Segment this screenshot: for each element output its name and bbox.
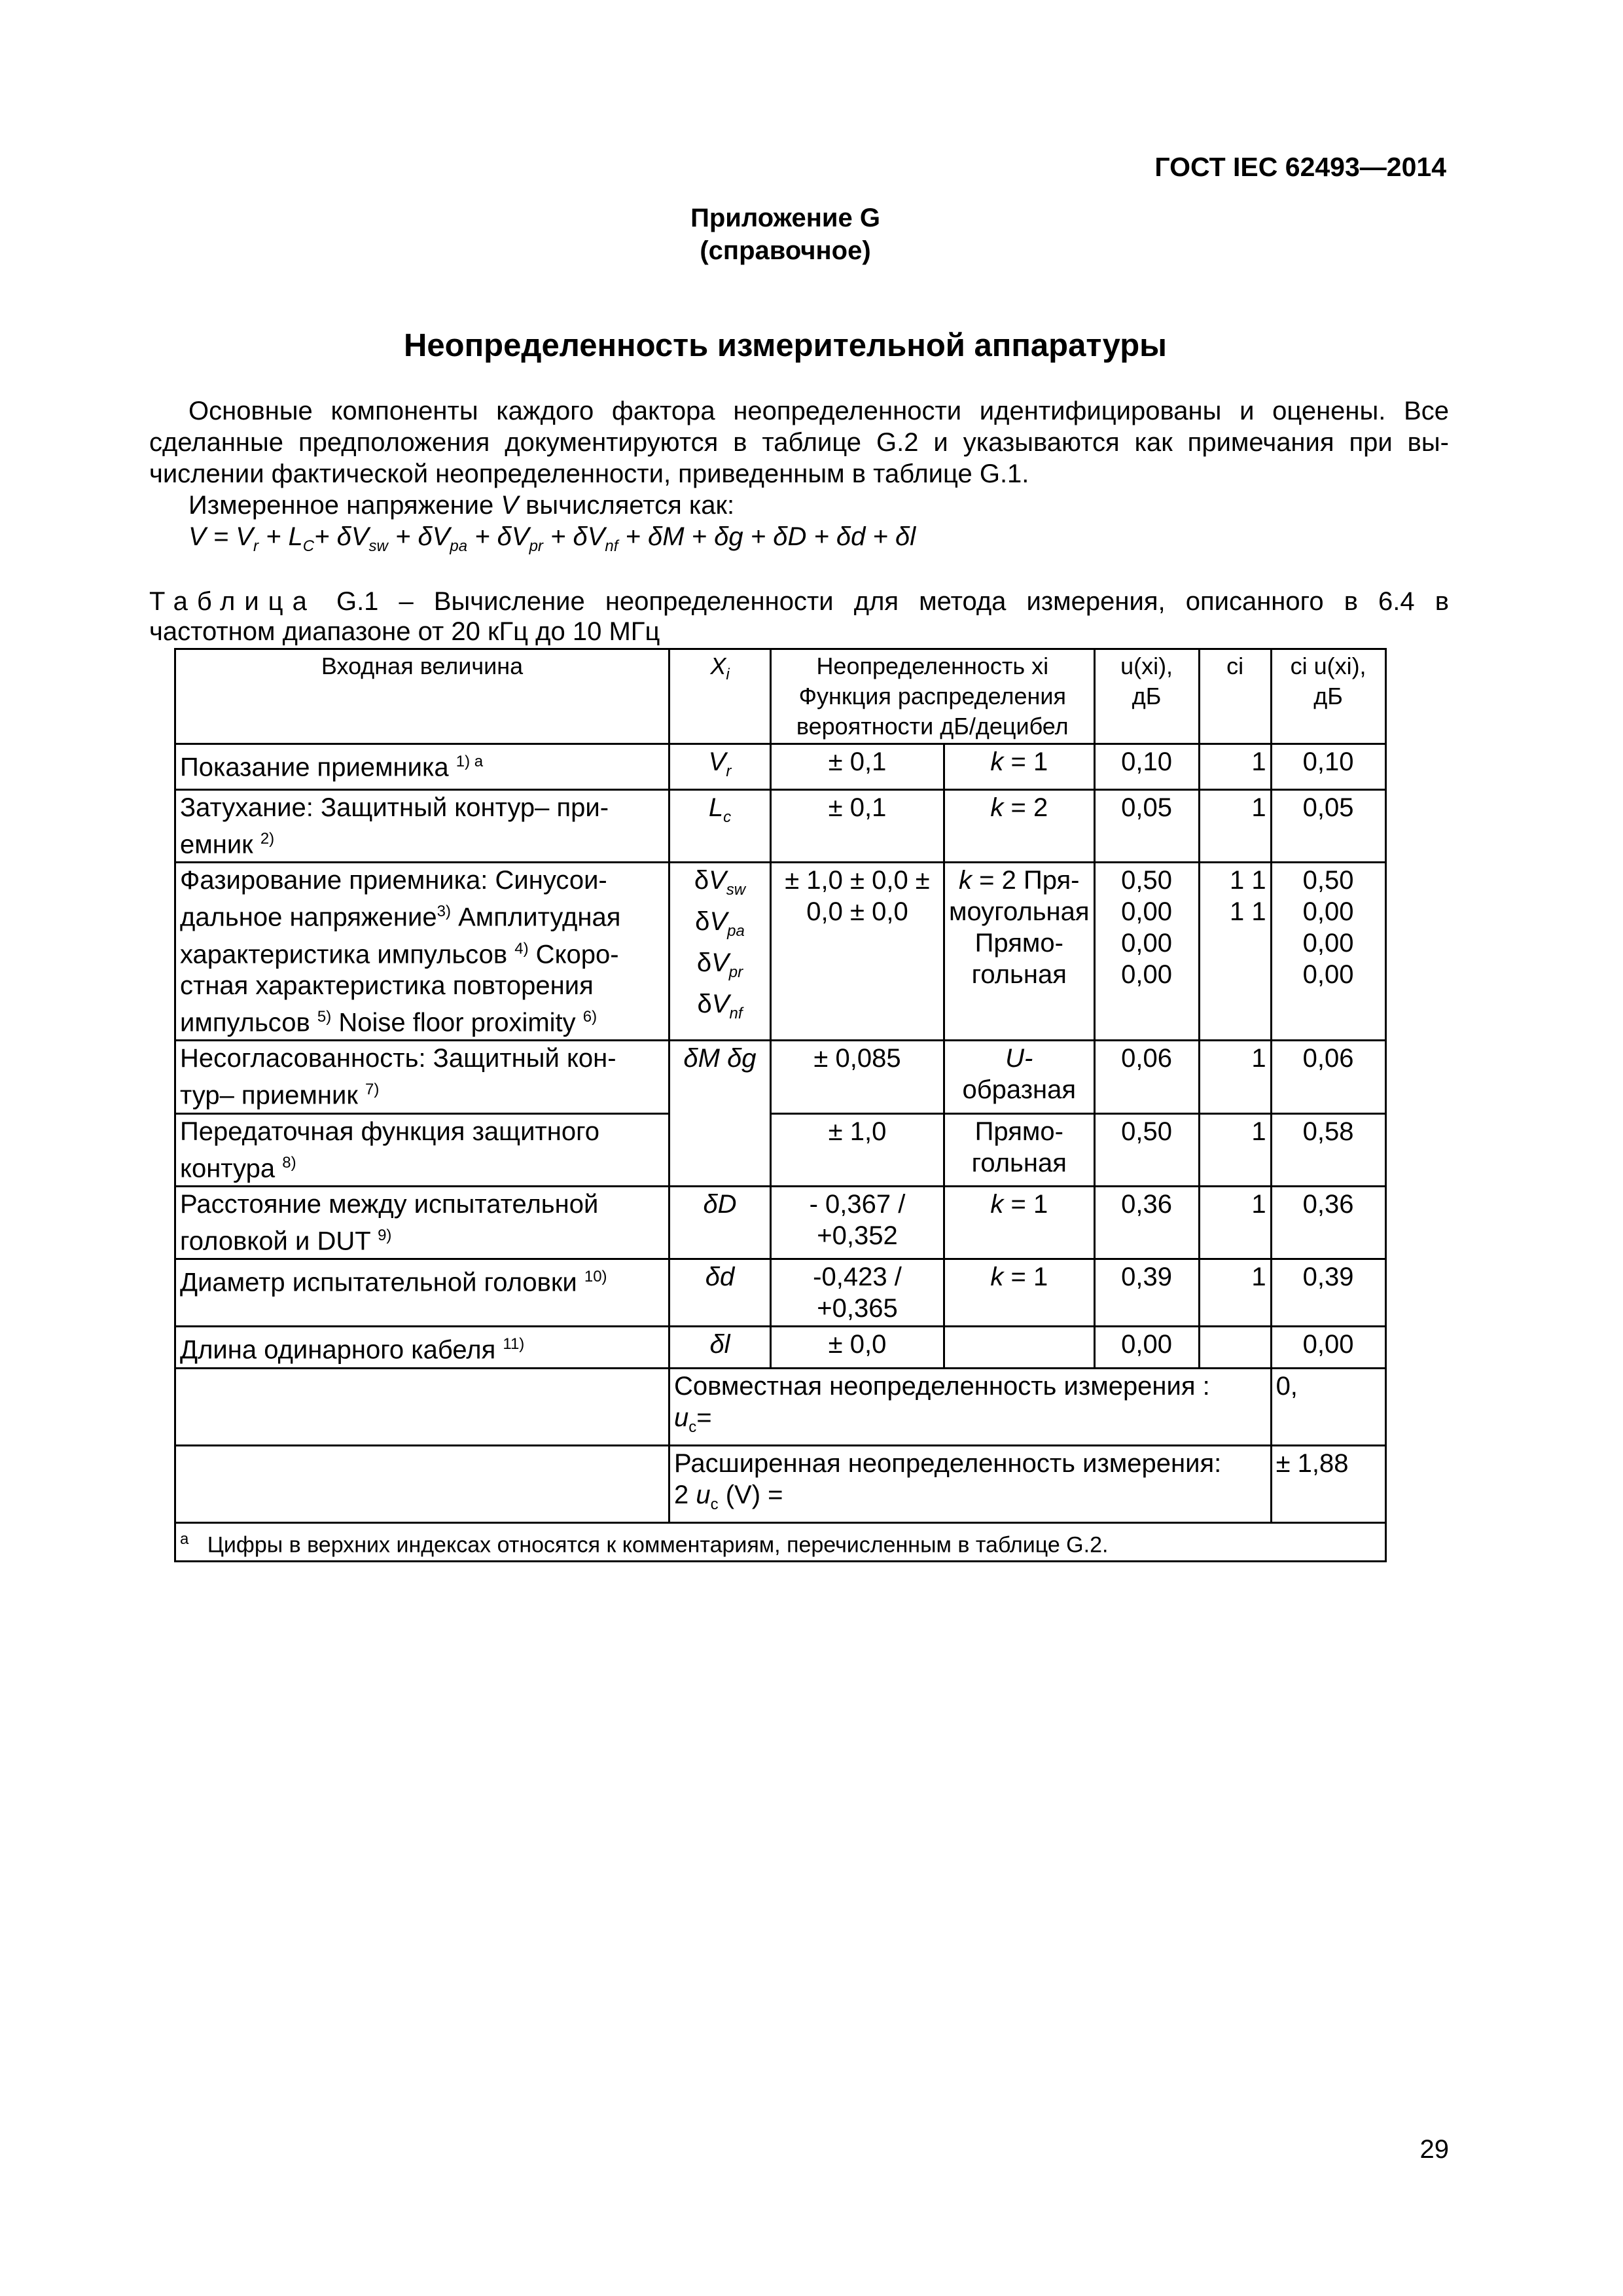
header-ciu: ci u(xi), дБ [1271, 649, 1385, 744]
table-row [175, 1259, 1386, 1327]
row-name: Фазирование приемника: Синусои- дальное напряжение$^{3)}$ Амплитудная характеристика импульсов $^{4)}$ Скоро- стная характеристика повторения импульсов $^{5)}$ Noise floor proximity $^{6)}$ [175, 863, 669, 1041]
row-dist: k = 1 [944, 1259, 1095, 1327]
row-u: 0,50 0,00 0,00 0,00 [1094, 863, 1199, 1041]
row-xi: δD [669, 1186, 771, 1259]
row-name: Затухание: Защитный контур– при- емник $^{2)}$ [175, 790, 669, 863]
uncertainty-table [174, 648, 1387, 1562]
row-ciu: 0,00 [1271, 1327, 1385, 1368]
table-footnote: $^a$ Цифры в верхних индексах относятся к комментариям, перечисленным в таблице G.2. [175, 1522, 1386, 1561]
row-dist: k = 2 [944, 790, 1095, 863]
intro-paragraph [149, 395, 1449, 490]
row-ciu: 0,06 [1271, 1041, 1385, 1113]
row-unc: -0,423 / +0,365 [771, 1259, 944, 1327]
row-xi: $V_r$ [669, 744, 771, 790]
table-row [175, 1327, 1386, 1368]
voltage-intro: Измеренное напряжение V вычисляется как: [188, 491, 735, 520]
expanded-uncertainty-label: Расширенная неопределенность измерения: 2 $u_c$ (V) = [669, 1445, 1272, 1522]
row-u: 0,00 [1094, 1327, 1199, 1368]
caption-line-2: частотном диапазоне от 20 кГц до 10 МГц [149, 617, 660, 646]
table-footnote-row [175, 1522, 1386, 1561]
row-name: Передаточная функция защитного контура $^{8)}$ [175, 1113, 669, 1186]
row-u: 0,36 [1094, 1186, 1199, 1259]
table-row [175, 790, 1386, 863]
row-name: Диаметр испытательной головки $^{10)}$ [175, 1259, 669, 1327]
row-ci [1199, 1327, 1271, 1368]
header-uncertainty: Неопределенность xi Функция распределения вероятности дБ/децибел [771, 649, 1095, 744]
combined-uncertainty-label: Совместная неопределенность измерения : $u_c=$ [669, 1368, 1272, 1445]
row-unc: ± 1,0 ± 0,0 ± 0,0 ± 0,0 [771, 863, 944, 1041]
page-number: 29 [1419, 2135, 1449, 2164]
row-u: 0,50 [1094, 1113, 1199, 1186]
row-xi: $L_c$ [669, 790, 771, 863]
expanded-uncertainty-value: ± 1,88 [1271, 1445, 1385, 1522]
table-header-row [175, 649, 1386, 744]
combined-uncertainty-row [175, 1368, 1386, 1445]
row-unc: ± 0,085 [771, 1041, 944, 1113]
row-name: Несогласованность: Защитный кон- тур– приемник $^{7)}$ [175, 1041, 669, 1113]
table-row [175, 1186, 1386, 1259]
row-name: Расстояние между испытательной головкой и DUT $^{9)}$ [175, 1186, 669, 1259]
row-ciu: 0,58 [1271, 1113, 1385, 1186]
row-u: 0,06 [1094, 1041, 1199, 1113]
row-u: 0,05 [1094, 790, 1199, 863]
row-dist: k = 2 Пря- моугольная Прямо- гольная [944, 863, 1095, 1041]
row-u: 0,39 [1094, 1259, 1199, 1327]
combined-uncertainty-value: 0, [1271, 1368, 1385, 1445]
row-ciu: 0,50 0,00 0,00 0,00 [1271, 863, 1385, 1041]
row-ci: 1 [1199, 790, 1271, 863]
row-unc: ± 0,1 [771, 744, 944, 790]
row-unc: ± 0,0 [771, 1327, 944, 1368]
row-xi: δd [669, 1259, 771, 1327]
row-dist: k = 1 [944, 1186, 1095, 1259]
row-name: Показание приемника $^{1) a}$ [175, 744, 669, 790]
row-dist: U- образная [944, 1041, 1095, 1113]
empty-cell [175, 1368, 669, 1445]
header-ci: ci [1199, 649, 1271, 744]
row-xi: $\delta V_{sw}$ $\delta V_{pa}$ $\delta V_{pr}$ $\delta V_{nf}$ [669, 863, 771, 1041]
appendix-heading [524, 202, 1047, 267]
intro-line-2: сделанные предположения документируются в таблице G.2 и указываются как примечания при вы- [149, 428, 1449, 457]
row-name: Длина одинарного кабеля $^{11)}$ [175, 1327, 669, 1368]
voltage-formula: $V = V_r + L_C+ \delta V_{sw} + \delta V_{pa} + \delta V_{pr} + \delta V_{nf} + \delta M + \delta g + \delta D + \delta d + \delta l$ [188, 522, 916, 555]
header-xi: $X_i$ [669, 649, 771, 744]
row-ciu: 0,05 [1271, 790, 1385, 863]
row-ci: 1 [1199, 1041, 1271, 1113]
row-ciu: 0,36 [1271, 1186, 1385, 1259]
row-unc: ± 1,0 [771, 1113, 944, 1186]
row-ci: 1 1 1 1 [1199, 863, 1271, 1041]
table-row [175, 1113, 1386, 1186]
header-u: u(xi), дБ [1094, 649, 1199, 744]
row-xi: δM δg [669, 1041, 771, 1113]
header-input: Входная величина [175, 649, 669, 744]
expanded-uncertainty-row [175, 1445, 1386, 1522]
table-row [175, 744, 1386, 790]
table-row [175, 1041, 1386, 1113]
table-caption [149, 586, 1449, 647]
row-ci: 1 [1199, 744, 1271, 790]
row-ci: 1 [1199, 1113, 1271, 1186]
appendix-label: Приложение G [690, 204, 880, 232]
intro-line-1: Основные компоненты каждого фактора неопределенности идентифицированы и оценены. Все [188, 397, 1449, 425]
section-title: Неопределенность измерительной аппаратуры [404, 328, 1167, 363]
intro-line-3: числении фактической неопределенности, приведенным в таблице G.1. [149, 459, 1029, 488]
row-xi [669, 1113, 771, 1186]
caption-line-1: Таблица G.1 – Вычисление неопределенности для метода измерения, описанного в 6.4 в [149, 587, 1449, 616]
row-u: 0,10 [1094, 744, 1199, 790]
row-ciu: 0,39 [1271, 1259, 1385, 1327]
row-xi: δl [669, 1327, 771, 1368]
document-code: ГОСТ IEC 62493—2014 [1154, 152, 1446, 182]
row-dist [944, 1327, 1095, 1368]
row-unc: - 0,367 / +0,352 [771, 1186, 944, 1259]
row-dist: k = 1 [944, 744, 1095, 790]
row-ciu: 0,10 [1271, 744, 1385, 790]
empty-cell [175, 1445, 669, 1522]
appendix-type: (справочное) [700, 236, 871, 265]
row-dist: Прямо- гольная [944, 1113, 1095, 1186]
row-ci: 1 [1199, 1259, 1271, 1327]
table-row [175, 863, 1386, 1041]
row-ci: 1 [1199, 1186, 1271, 1259]
row-unc: ± 0,1 [771, 790, 944, 863]
